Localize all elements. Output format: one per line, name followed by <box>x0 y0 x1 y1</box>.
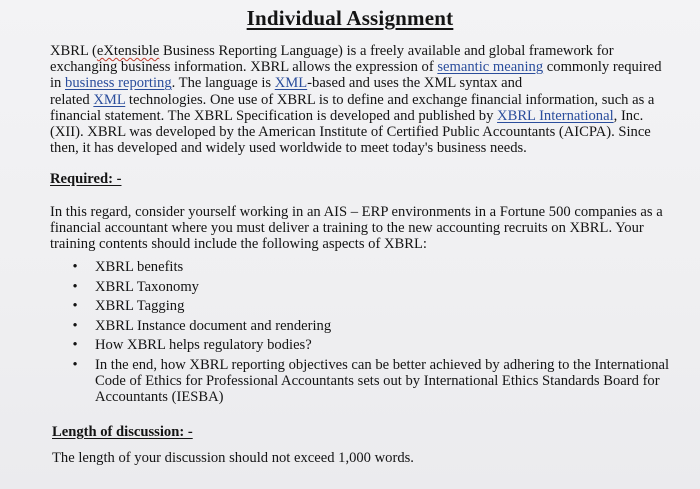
intro-line-5-pre: financial statement. The XBRL Specification is developed and published by <box>50 107 494 124</box>
intro-line-4-end: technologies. One use of XBRL is to define and exchange financial information, such as a <box>128 91 655 108</box>
page-title-text: Individual Assignment <box>246 6 454 30</box>
bullet-icon: • <box>72 337 78 354</box>
task-paragraph <box>50 204 680 253</box>
task-line-2: financial accountant where you must deliver a training to the new accounting recruits on XBRL. Your <box>50 220 644 237</box>
list-item <box>70 298 680 314</box>
list-item <box>70 318 680 334</box>
length-heading: Length of discussion: - <box>52 424 193 440</box>
task-line-3: training contents should include the following aspects of XBRL: <box>50 236 427 253</box>
intro-line-5-end: , Inc. <box>613 107 644 124</box>
length-text: The length of your discussion should not exceed 1,000 words. <box>52 450 414 466</box>
bullet-icon: • <box>72 298 78 315</box>
intro-line-3-end: -based and uses the XML syntax and <box>307 75 523 92</box>
intro-line-2 <box>50 59 680 75</box>
xbrl-international-link[interactable]: XBRL International <box>497 107 614 124</box>
list-item-text-line-2: Code of Ethics for Professional Accountants sets out by International Ethics Standards Board for <box>95 373 660 390</box>
list-item <box>70 279 680 295</box>
intro-line-4-pre: related <box>50 91 90 108</box>
bullet-icon: • <box>72 259 78 275</box>
list-item-text: XBRL Taxonomy <box>95 278 199 295</box>
length-paragraph <box>52 450 682 466</box>
bullet-icon: • <box>72 278 78 295</box>
intro-paragraph <box>50 43 680 156</box>
intro-line-5 <box>50 108 680 124</box>
xml-technologies-link[interactable]: XML <box>93 91 126 108</box>
intro-line-3 <box>50 75 680 91</box>
intro-line-7 <box>50 140 680 156</box>
list-item-text: XBRL Instance document and rendering <box>95 317 332 334</box>
intro-line-6 <box>50 124 680 140</box>
intro-line-4 <box>50 92 680 108</box>
task-line-1: In this regard, consider yourself working in an AIS – ERP environments in a Fortune 500 companies as a <box>50 204 663 220</box>
intro-line-1-text: XBRL (eXtensible Business Reporting Language) is a freely available and global framework for <box>50 43 614 59</box>
required-heading: Required: - <box>50 171 122 187</box>
list-item-text: XBRL Tagging <box>95 298 185 315</box>
bullet-icon: • <box>72 356 78 373</box>
intro-line-2-text: exchanging business information. XBRL allows the expression of <box>50 59 434 76</box>
list-item-text: How XBRL helps regulatory bodies? <box>95 337 312 354</box>
misspelled-word: eXtensible <box>96 43 160 59</box>
intro-line-2-end: commonly required <box>546 59 662 76</box>
page-title <box>0 6 700 31</box>
training-topics-list <box>70 259 680 409</box>
intro-line-6-text: (XII). XBRL was developed by the American Institute of Certified Public Accountants (AICPA). Since <box>50 124 651 141</box>
intro-line-3-pre: in <box>50 75 62 92</box>
list-item-text-line-1: In the end, how XBRL reporting objectives can be better achieved by adhering to the International <box>95 356 670 373</box>
bullet-icon: • <box>72 317 78 334</box>
list-item-text: XBRL benefits <box>95 259 184 275</box>
intro-line-3-mid: . The language is <box>171 75 272 92</box>
semantic-meaning-link[interactable]: semantic meaning <box>437 59 544 76</box>
intro-line-1 <box>50 43 680 59</box>
list-item <box>70 259 680 275</box>
intro-line-7-text: then, it has developed and widely used worldwide to meet today's business needs. <box>50 140 527 157</box>
xml-link[interactable]: XML <box>274 75 308 92</box>
list-item <box>70 337 680 353</box>
business-reporting-link[interactable]: business reporting <box>65 75 172 92</box>
list-item-text-line-3: Accountants (IESBA) <box>95 389 224 406</box>
list-item <box>70 357 680 406</box>
